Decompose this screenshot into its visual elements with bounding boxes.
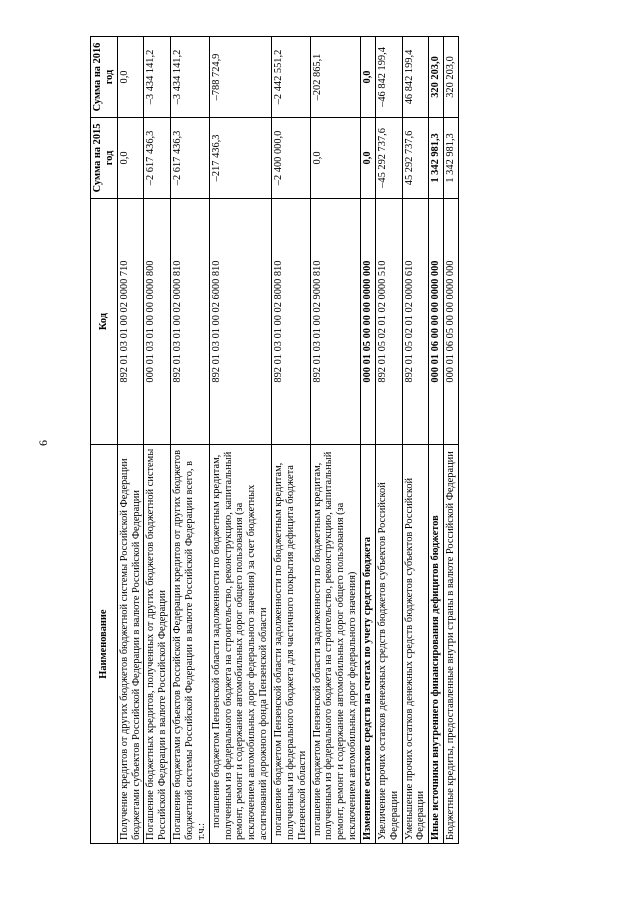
row-name: Изменение остатков средств на счетах по учету средств бюджета	[361, 445, 376, 844]
row-code: 000 01 05 00 00 00 0000 000	[361, 198, 376, 444]
table-row	[402, 37, 429, 844]
row-name: Бюджетные кредиты, предоставленные внутри страны в валюте Российской Федерации	[444, 445, 459, 844]
header-code: Код	[91, 198, 118, 444]
table-row	[361, 37, 376, 844]
row-code: 892 01 03 01 00 02 0000 710	[117, 198, 144, 444]
row-sum-2016: –202 865,1	[310, 37, 360, 118]
table-header-row	[91, 37, 118, 844]
row-code: 892 01 03 01 00 02 0000 810	[171, 198, 210, 444]
row-name: Погашение бюджетных кредитов, полученных от других бюджетов бюджетной системы Российской Федерации в валюте Российской Федерации	[144, 445, 171, 844]
row-name: Иные источники внутреннего финансирования дефицитов бюджетов	[429, 445, 444, 844]
row-sum-2016: 0,0	[117, 37, 144, 118]
table-row	[171, 37, 210, 844]
table-row	[429, 37, 444, 844]
row-code: 892 01 03 01 00 02 8000 810	[272, 198, 311, 444]
row-sum-2015: 0,0	[117, 117, 144, 198]
row-name: погашение бюджетом Пензенской области задолженности по бюджетным кредитам, полученным из федерального бюджета на строительство, реконструкцию, капитальный ремонт, ремонт и содержание автомобильных дорог общего пользования (за исключением автомобильных дорог федерального значения) за счет бюджетных ассигнований дорожного фонда Пензенской области	[209, 445, 271, 844]
row-name: Увеличение прочих остатков денежных средств бюджетов субъектов Российской Федерации	[375, 445, 402, 844]
row-sum-2015: 1 342 981,3	[429, 117, 444, 198]
row-code: 000 01 06 00 00 00 0000 000	[429, 198, 444, 444]
row-sum-2016: 320 203,0	[444, 37, 459, 118]
row-sum-2016: –2 442 551,2	[272, 37, 311, 118]
row-code: 892 01 05 02 01 02 0000 610	[402, 198, 429, 444]
row-name: погашение бюджетом Пензенской области задолженности по бюджетным кредитам, полученным из федерального бюджета для частичного покрытия дефицита бюджета Пензенской области	[272, 445, 311, 844]
row-name: погашение бюджетом Пензенской области задолженности по бюджетным кредитам, полученным из федерального бюджета на строительство, реконструкцию, капитальный ремонт, ремонт и содержание автомобильных дорог общего пользования (за исключением автомобильных дорог федерального значения)	[310, 445, 360, 844]
row-name: Уменьшение прочих остатков денежных средств бюджетов субъектов Российской Федерации	[402, 445, 429, 844]
table-row	[375, 37, 402, 844]
table-row	[272, 37, 311, 844]
row-name: Получение кредитов от других бюджетов бюджетной системы Российской Федерации бюджетами субъектов Российской Федерации в валюте Российской Федерации	[117, 445, 144, 844]
budget-sources-table	[90, 36, 459, 844]
row-sum-2016: 320 203,0	[429, 37, 444, 118]
row-sum-2016: 0,0	[361, 37, 376, 118]
row-sum-2015: –2 400 000,0	[272, 117, 311, 198]
table-row	[444, 37, 459, 844]
row-sum-2015: –217 436,3	[209, 117, 271, 198]
row-sum-2015: –45 292 737,6	[375, 117, 402, 198]
table-row	[144, 37, 171, 844]
budget-table-container	[90, 36, 568, 844]
row-code: 892 01 05 02 01 02 0000 510	[375, 198, 402, 444]
row-name: Погашение бюджетами субъектов Российской Федерации кредитов от других бюджетов бюджетной системы Российской Федерации в валюте Российской Федерации всего, в т.ч.:	[171, 445, 210, 844]
row-sum-2015: 45 292 737,6	[402, 117, 429, 198]
row-code: 892 01 03 01 00 02 6000 810	[209, 198, 271, 444]
row-sum-2016: –46 842 199,4	[375, 37, 402, 118]
row-sum-2015: 0,0	[310, 117, 360, 198]
row-code: 892 01 03 01 00 02 9000 810	[310, 198, 360, 444]
row-sum-2016: –3 434 141,2	[171, 37, 210, 118]
row-sum-2016: –3 434 141,2	[144, 37, 171, 118]
row-sum-2016: 46 842 199,4	[402, 37, 429, 118]
table-row	[209, 37, 271, 844]
row-sum-2015: –2 617 436,3	[171, 117, 210, 198]
table-row	[117, 37, 144, 844]
row-code: 000 01 03 01 00 00 0000 800	[144, 198, 171, 444]
row-code: 000 01 06 05 00 00 0000 000	[444, 198, 459, 444]
header-sum-2016: Сумма на 2016 год	[91, 37, 118, 118]
row-sum-2015: 1 342 981,3	[444, 117, 459, 198]
page-number: 6	[36, 440, 50, 446]
row-sum-2015: 0,0	[361, 117, 376, 198]
header-name: Наименование	[91, 445, 118, 844]
table-row	[310, 37, 360, 844]
row-sum-2015: –2 617 436,3	[144, 117, 171, 198]
header-sum-2015: Сумма на 2015 год	[91, 117, 118, 198]
row-sum-2016: –788 724,9	[209, 37, 271, 118]
